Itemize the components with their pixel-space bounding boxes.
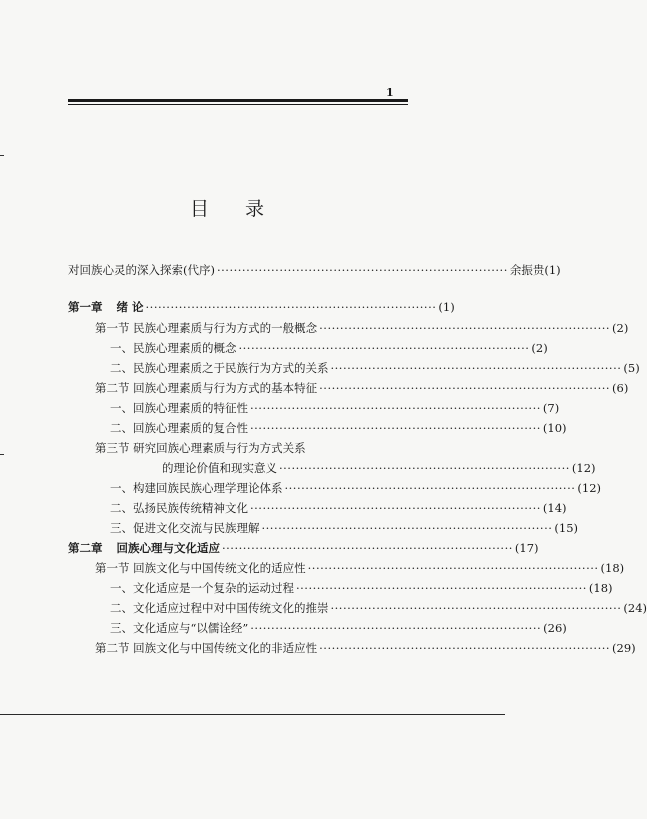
toc-page: (12) — [571, 461, 596, 475]
toc-label: 第一节 民族心理素质与行为方式的一般概念 — [95, 321, 318, 335]
toc-leader: ······································································ — [216, 263, 508, 277]
chapter-number: 第一章 — [68, 300, 103, 314]
toc-leader: ······································································ — [250, 501, 541, 515]
toc-page: (17) — [514, 541, 539, 555]
page-title: 目录 — [190, 198, 301, 220]
toc-leader: ······································································ — [319, 381, 611, 395]
toc-page: (7) — [542, 401, 560, 415]
toc-page: (2) — [531, 341, 548, 355]
toc-subsection[interactable] — [110, 420, 567, 436]
toc-leader: ······································································ — [330, 361, 622, 375]
toc-leader: ······································································ — [238, 341, 530, 355]
toc-label: 第一节 回族文化与中国传统文化的适应性 — [95, 561, 306, 575]
toc-leader: ······································································ — [330, 601, 622, 615]
toc-subsection[interactable] — [110, 400, 560, 416]
header-rule-thin — [68, 104, 408, 105]
toc-page: (24) — [623, 601, 647, 615]
page-number: 1 — [386, 86, 394, 99]
chapter-title: 绪 论 — [116, 300, 144, 314]
toc-page: (29) — [612, 641, 636, 655]
toc-label: 的理论价值和现实意义 — [162, 461, 277, 475]
toc-label: 三、促进文化交流与民族理解 — [110, 521, 260, 535]
toc-label: 一、民族心理素质的概念 — [110, 341, 237, 355]
toc-page: (2) — [612, 321, 629, 335]
toc-label: 第三节 研究回族心理素质与行为方式关系 — [95, 441, 306, 455]
toc-label: 第二节 回族心理素质与行为方式的基本特征 — [95, 381, 318, 395]
toc-leader: ······································································ — [250, 621, 542, 635]
toc-page: (6) — [612, 381, 629, 395]
toc-subsection[interactable] — [110, 520, 578, 536]
toc-label: 二、回族心理素质的复合性 — [110, 421, 248, 435]
toc-page: (18) — [600, 561, 625, 575]
toc-page: (12) — [577, 481, 601, 495]
toc-leader: ······································································ — [261, 521, 553, 535]
toc-leader: ······································································ — [307, 561, 599, 575]
toc-leader: ······································································ — [145, 300, 437, 314]
chapter-number: 第二章 — [68, 541, 103, 555]
toc-page: (15) — [554, 521, 578, 535]
toc-label: 第二节 回族文化与中国传统文化的非适应性 — [95, 641, 318, 655]
toc-page: (26) — [543, 621, 567, 635]
toc-section-continuation[interactable] — [162, 460, 596, 476]
toc-chapter[interactable] — [68, 299, 455, 315]
toc-leader: ······································································ — [222, 541, 513, 555]
toc-label: 一、文化适应是一个复杂的运动过程 — [110, 581, 294, 595]
toc-leader: ······································································ — [250, 401, 541, 415]
toc-subsection[interactable] — [110, 620, 567, 636]
toc-subsection[interactable] — [110, 340, 548, 356]
toc-label: 二、民族心理素质之于民族行为方式的关系 — [110, 361, 329, 375]
toc-subsection[interactable] — [110, 360, 640, 376]
toc-label: 二、弘扬民族传统精神文化 — [110, 501, 248, 515]
toc-leader: ······································································ — [296, 581, 587, 595]
toc-label — [68, 299, 144, 315]
toc-label: 一、构建回族民族心理学理论体系 — [110, 481, 283, 495]
toc-page: (10) — [542, 421, 567, 435]
page-bottom-rule — [0, 714, 505, 715]
toc-leader: ······································································ — [279, 461, 570, 475]
toc-subsection[interactable] — [110, 480, 601, 496]
toc-leader: ······································································ — [319, 641, 611, 655]
header-rule-thick — [68, 99, 408, 102]
toc-section[interactable] — [95, 380, 629, 396]
toc-leader: ······································································ — [319, 321, 611, 335]
toc-page: (1) — [438, 300, 455, 314]
toc-preface[interactable] — [68, 262, 561, 278]
toc-chapter[interactable] — [68, 540, 539, 556]
toc-leader: ······································································ — [250, 421, 541, 435]
toc-page: 余振贵(1) — [509, 263, 561, 277]
toc-section[interactable] — [95, 440, 306, 456]
toc-page: (5) — [623, 361, 640, 375]
toc-page: (18) — [588, 581, 613, 595]
toc-section[interactable] — [95, 320, 629, 336]
toc-leader: ······································································ — [284, 481, 576, 495]
toc-subsection[interactable] — [110, 580, 613, 596]
toc-label: 三、文化适应与“以儒诠经” — [110, 621, 249, 635]
chapter-title: 回族心理与文化适应 — [116, 541, 220, 555]
toc-label — [68, 540, 220, 556]
scan-mark — [0, 155, 4, 156]
scan-mark — [0, 454, 4, 455]
toc-subsection[interactable] — [110, 500, 567, 516]
toc-label: 对回族心灵的深入探索(代序) — [68, 263, 215, 277]
toc-subsection[interactable] — [110, 600, 647, 616]
toc-label: 一、回族心理素质的特征性 — [110, 401, 248, 415]
toc-section[interactable] — [95, 640, 636, 656]
toc-label: 二、文化适应过程中对中国传统文化的推崇 — [110, 601, 329, 615]
toc-section[interactable] — [95, 560, 625, 576]
toc-page: (14) — [542, 501, 567, 515]
